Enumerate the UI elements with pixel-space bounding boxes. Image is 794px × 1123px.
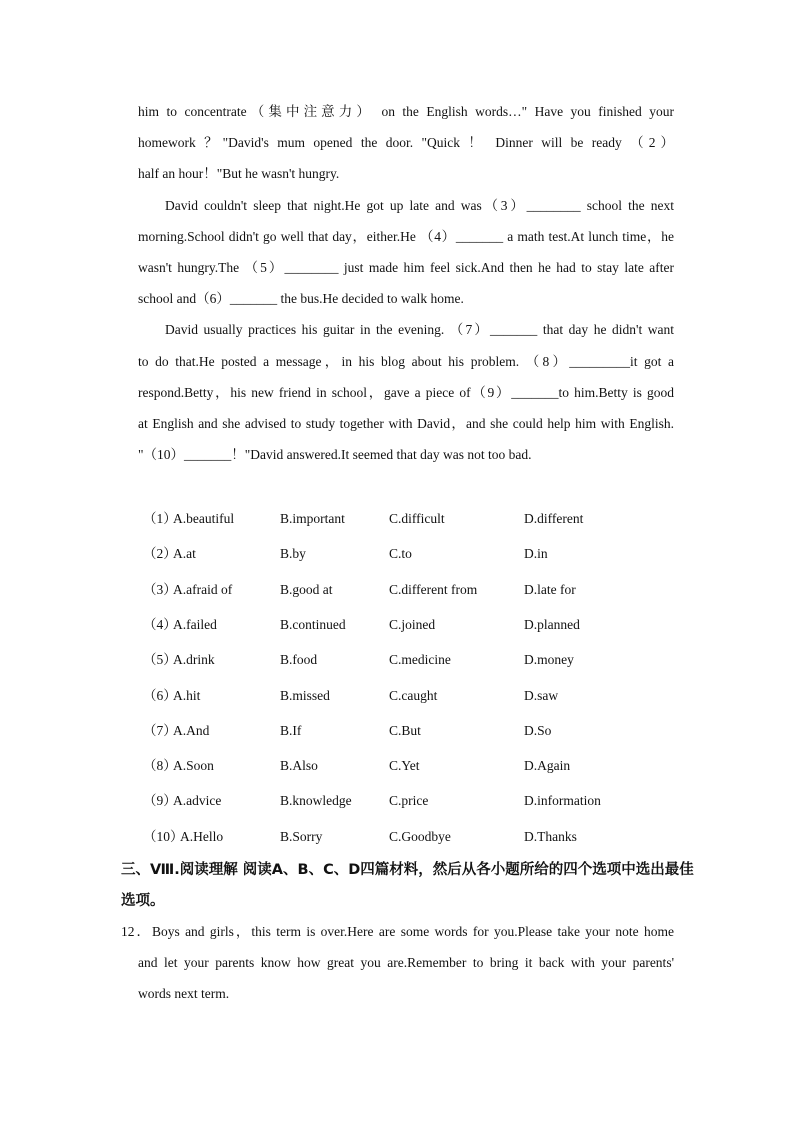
option-choice-c: C.different from (389, 582, 478, 597)
option-choice-a: A.Soon (173, 758, 214, 773)
passage-line: David usually practices his guitar in the evening. （7）_______ that day he didn't want (165, 322, 674, 337)
option-choice-a: A.afraid of (173, 582, 233, 597)
option-choice-d: D.So (524, 723, 552, 738)
option-choice-a: A.drink (173, 652, 215, 667)
option-choice-c: C.price (389, 793, 429, 808)
option-choice-b: B.knowledge (280, 793, 352, 808)
option-number: （8） (143, 758, 177, 773)
option-choice-a: A.failed (173, 617, 217, 632)
option-choice-a: A.And (173, 723, 210, 738)
option-choice-a: A.hit (173, 688, 201, 703)
option-choice-d: D.Thanks (524, 829, 577, 844)
option-choice-b: B.continued (280, 617, 346, 632)
passage-line: to do that.He posted a message，in his blog about his problem. （8）_________it got a (138, 354, 674, 369)
option-number: （1） (143, 511, 177, 526)
option-number: （9） (143, 793, 177, 808)
question-12-line-1: 12．Boys and girls，this term is over.Here are some words for you.Please take your note home (121, 924, 674, 939)
option-choice-b: B.good at (280, 582, 333, 597)
option-choice-b: B.by (280, 546, 306, 561)
option-number: （2） (143, 546, 177, 561)
option-choice-c: C.Goodbye (389, 829, 451, 844)
option-choice-b: B.Sorry (280, 829, 323, 844)
option-choice-a: A.Hello (180, 829, 224, 844)
passage-line: David couldn't sleep that night.He got up late and was（3）________ school the next (165, 198, 674, 213)
option-choice-c: C.medicine (389, 652, 451, 667)
passage-line: him to concentrate（集中注意力） on the English words…" Have you finished your (138, 104, 674, 119)
passage-line: wasn't hungry.The （5）________ just made him feel sick.And then he had to stay late after (138, 260, 674, 275)
option-choice-d: D.Again (524, 758, 571, 773)
option-choice-d: D.saw (524, 688, 559, 703)
option-choice-a: A.advice (173, 793, 222, 808)
option-choice-d: D.in (524, 546, 548, 561)
option-choice-c: C.joined (389, 617, 436, 632)
option-number: （10） (143, 829, 184, 844)
option-choice-c: C.Yet (389, 758, 420, 773)
passage-line: school and（6）_______ the bus.He decided to walk home. (138, 291, 464, 306)
option-choice-b: B.missed (280, 688, 330, 703)
option-choice-c: C.But (389, 723, 421, 738)
option-choice-d: D.different (524, 511, 584, 526)
question-12-line-2: and let your parents know how great you are.Remember to bring it back with your parents' (138, 955, 674, 970)
option-choice-a: A.beautiful (173, 511, 235, 526)
option-number: （7） (143, 723, 177, 738)
passage-line: "（10）_______！"David answered.It seemed that day was not too bad. (138, 447, 532, 462)
option-choice-c: C.difficult (389, 511, 445, 526)
passage-line: morning.School didn't go well that day，either.He （4）_______ a math test.At lunch time，he (138, 229, 674, 244)
option-choice-b: B.If (280, 723, 302, 738)
option-choice-c: C.to (389, 546, 412, 561)
option-number: （4） (143, 617, 177, 632)
option-choice-c: C.caught (389, 688, 438, 703)
option-number: （6） (143, 688, 177, 703)
section-heading: 三、Ⅷ.阅读理解 阅读A、B、C、D四篇材料，然后从各小题所给的四个选项中选出最佳 (121, 862, 694, 878)
passage-line: homework ？"David's mum opened the door. "Quick ！ Dinner will be ready （2） (138, 135, 674, 150)
option-choice-a: A.at (173, 546, 196, 561)
section-heading-continued: 选项。 (121, 893, 165, 909)
option-choice-d: D.information (524, 793, 601, 808)
option-choice-d: D.planned (524, 617, 580, 632)
option-number: （5） (143, 652, 177, 667)
option-choice-b: B.Also (280, 758, 318, 773)
option-choice-d: D.late for (524, 582, 576, 597)
passage-line: at English and she advised to study together with David，and she could help him with English. (138, 416, 674, 431)
passage-line: respond.Betty，his new friend in school，gave a piece of（9）_______to him.Betty is good (138, 385, 674, 400)
option-number: （3） (143, 582, 177, 597)
option-choice-b: B.important (280, 511, 345, 526)
option-choice-b: B.food (280, 652, 318, 667)
passage-line: half an hour！"But he wasn't hungry. (138, 166, 340, 181)
question-12-line-3: words next term. (138, 986, 230, 1001)
option-choice-d: D.money (524, 652, 574, 667)
